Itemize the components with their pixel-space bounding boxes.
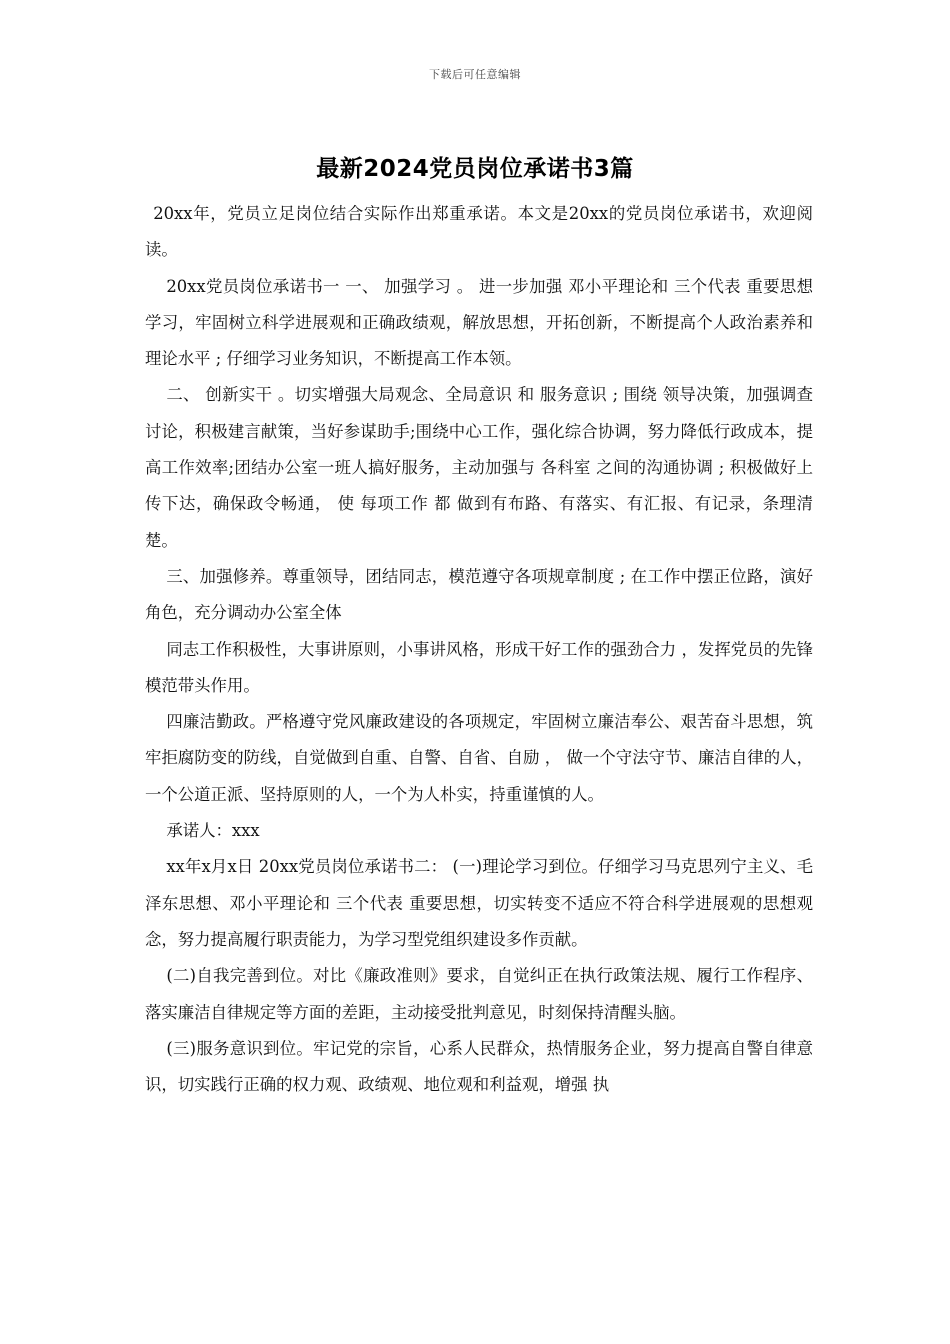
document-title: 最新2024党员岗位承诺书3篇 [316, 156, 634, 182]
page-header: 下载后可任意编辑 [429, 68, 521, 81]
document-body [145, 196, 813, 1103]
paragraph-1: 20xx党员岗位承诺书一 一、 加强学习 。 进一步加强 邓小平理论和 三个代表 重要思想学习，牢固树立科学进展观和正确政绩观，解放思想，开拓创新，不断提高个人政治素养和理论水平 ; 仔细学习业务知识，不断提高工作本领。 [145, 276, 813, 369]
paragraph-7: (二)自我完善到位。对比《廉政准则》要求，自觉纠正在执行政策法规、履行工作程序、落实廉洁自律规定等方面的差距，主动接受批判意见，时刻保持清醒头脑。 [145, 966, 813, 1022]
paragraph-5: 四廉洁勤政。严格遵守党风廉政建设的各项规定，牢固树立廉洁奉公、艰苦奋斗思想，筑牢拒腐防变的防线，自觉做到自重、自警、自省、自励 ， 做一个守法守节、廉洁自律的人，一个公道正派、坚持原则的人，一个为人朴实，持重谨慎的人。 [145, 712, 813, 804]
paragraph-6: xx年x月x日 20xx党员岗位承诺书二： (一)理论学习到位。仔细学习马克思列宁主义、毛泽东思想、邓小平理论和 三个代表 重要思想，切实转变不适应不符合科学进展观的思想观念，努力提高履行职责能力，为学习型党组织建设多作贡献。 [145, 857, 813, 949]
paragraph-3: 三、加强修养。尊重领导，团结同志，模范遵守各项规章制度 ; 在工作中摆正位路，演好角色，充分调动办公室全体 [145, 566, 813, 623]
paragraph-8: (三)服务意识到位。牢记党的宗旨，心系人民群众，热情服务企业，努力提高自警自律意识，切实践行正确的权力观、政绩观、地位观和利益观，增强 执 [145, 1038, 813, 1095]
paragraph-2: 二、 创新实干 。切实增强大局观念、全局意识 和 服务意识 ; 围绕 领导决策，加强调查讨论，积极建言献策，当好参谋助手;围绕中心工作，强化综合协调，努力降低行政成本，提高工作效率;团结办公室一班人搞好服务，主动加强与 各科室 之间的沟通协调 ; 积极做好上传下达，确保政令畅通， 使 每项工作 都 做到有布路、有落实、有汇报、有记录，条理清楚。 [145, 385, 813, 550]
paragraph-intro: 20xx年，党员立足岗位结合实际作出郑重承诺。本文是20xx的党员岗位承诺书，欢迎阅读。 [145, 204, 813, 260]
paragraph-signature: 承诺人：xxx [166, 821, 260, 841]
paragraph-4: 同志工作积极性，大事讲原则，小事讲风格，形成干好工作的强劲合力 ，发挥党员的先锋模范带头作用。 [145, 639, 813, 695]
